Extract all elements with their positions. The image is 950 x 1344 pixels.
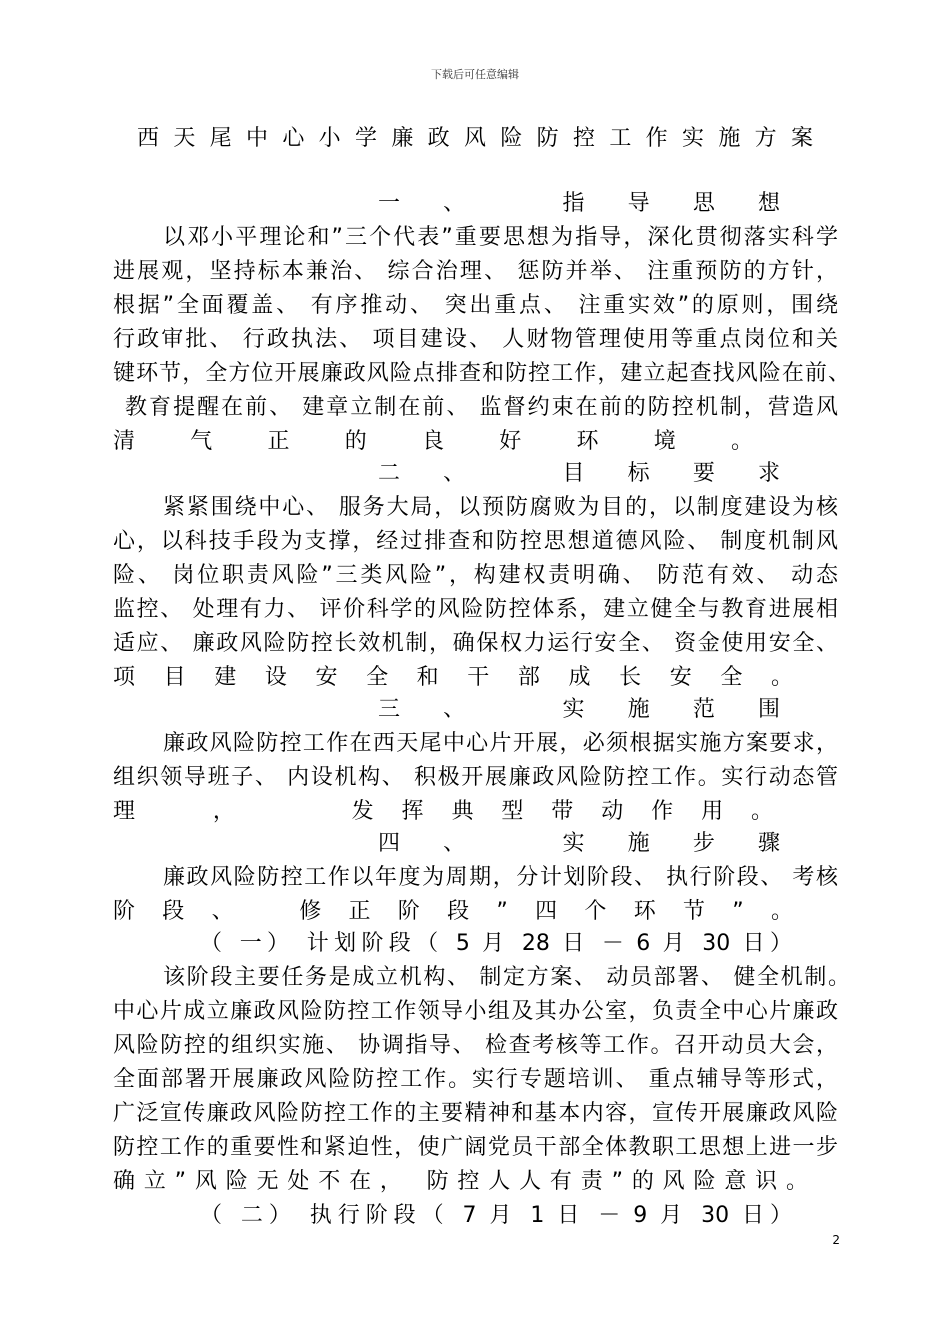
body-line: 全面部署开展廉政风险防控工作。实行专题培训、 重点辅导等形式， — [113, 1067, 838, 1092]
subsection-heading-planning-stage: （ 一） 计划阶段（ 5 月 28 日 － 6 月 30 日） — [200, 931, 792, 956]
body-line: 风险防控的组织实施、 协调指导、 检查考核等工作。召开动员大会， — [113, 1033, 838, 1058]
body-line: 键环节，全方位开展廉政风险点排查和防控工作，建立起查找风险在前、 — [113, 361, 850, 386]
body-line: 项目建设安全和干部成长安全。 — [113, 665, 793, 690]
body-line: 清气正的良好环境。 — [113, 429, 753, 454]
body-line: 阶段、 修正阶段”四个环节”。 — [113, 899, 793, 924]
body-line: 防控工作的重要性和紧迫性，使广阔党员干部全体教职工思想上进一步 — [113, 1135, 838, 1160]
body-line: 中心片成立廉政风险防控工作领导小组及其办公室，负责全中心片廉政 — [113, 999, 838, 1024]
section-heading-steps: 四 、 实 施 步 骤 — [378, 831, 780, 856]
header-note: 下载后可任意编辑 — [431, 68, 519, 81]
body-line: 廉政风险防控工作在西天尾中心片开展，必须根据实施方案要求， — [163, 731, 838, 756]
body-line: 确立”风险无处不在， 防控人人有责”的风险意识。 — [113, 1169, 808, 1194]
section-heading-goals: 二 、 目 标 要 求 — [378, 461, 780, 486]
body-line: 心，以科技手段为支撑，经过排查和防控思想道德风险、 制度机制风 — [113, 529, 838, 554]
page-number: 2 — [832, 1233, 840, 1247]
body-line: 监控、 处理有力、 评价科学的风险防控体系，建立健全与教育进展相 — [113, 597, 838, 622]
body-line: 以邓小平理论和”三个代表”重要思想为指导，深化贯彻落实科学 — [163, 225, 838, 250]
body-line: 适应、 廉政风险防控长效机制，确保权力运行安全、 资金使用安全、 — [113, 631, 838, 656]
body-line: 该阶段主要任务是成立机构、 制定方案、 动员部署、 健全机制。 — [163, 965, 850, 990]
body-line: 教育提醒在前、 建章立制在前、 监督约束在前的防控机制，营造风 — [125, 395, 838, 420]
body-line: 根据”全面覆盖、 有序推动、 突出重点、 注重实效”的原则，围绕 — [113, 293, 838, 318]
document-title: 西天尾中心小学廉政风险防控工作实施方案 — [137, 126, 813, 151]
body-line: 险、 岗位职责风险”三类风险”，构建权责明确、 防范有效、 动态 — [113, 563, 838, 588]
body-line: 紧紧围绕中心、 服务大局，以预防腐败为目的，以制度建设为核 — [163, 495, 838, 520]
section-heading-scope: 三 、 实 施 范 围 — [378, 697, 780, 722]
body-line: 进展观，坚持标本兼治、 综合治理、 惩防并举、 注重预防的方针， — [113, 259, 838, 284]
subsection-heading-execution-stage: （ 二） 执行阶段（ 7 月 1 日 － 9 月 30 日） — [200, 1203, 792, 1228]
body-line: 广泛宣传廉政风险防控工作的主要精神和基本内容，宣传开展廉政风险 — [113, 1101, 838, 1126]
section-heading-guiding-thought: 一 、 指 导 思 想 — [378, 191, 780, 216]
body-line: 行政审批、 行政执法、 项目建设、 人财物管理使用等重点岗位和关 — [113, 327, 838, 352]
body-line: 组织领导班子、 内设机构、 积极开展廉政风险防控工作。实行动态管 — [113, 765, 838, 790]
body-line: 廉政风险防控工作以年度为周期，分计划阶段、 执行阶段、 考核 — [163, 865, 838, 890]
body-line: 理 ， 发挥典型带动作用。 — [113, 799, 773, 824]
